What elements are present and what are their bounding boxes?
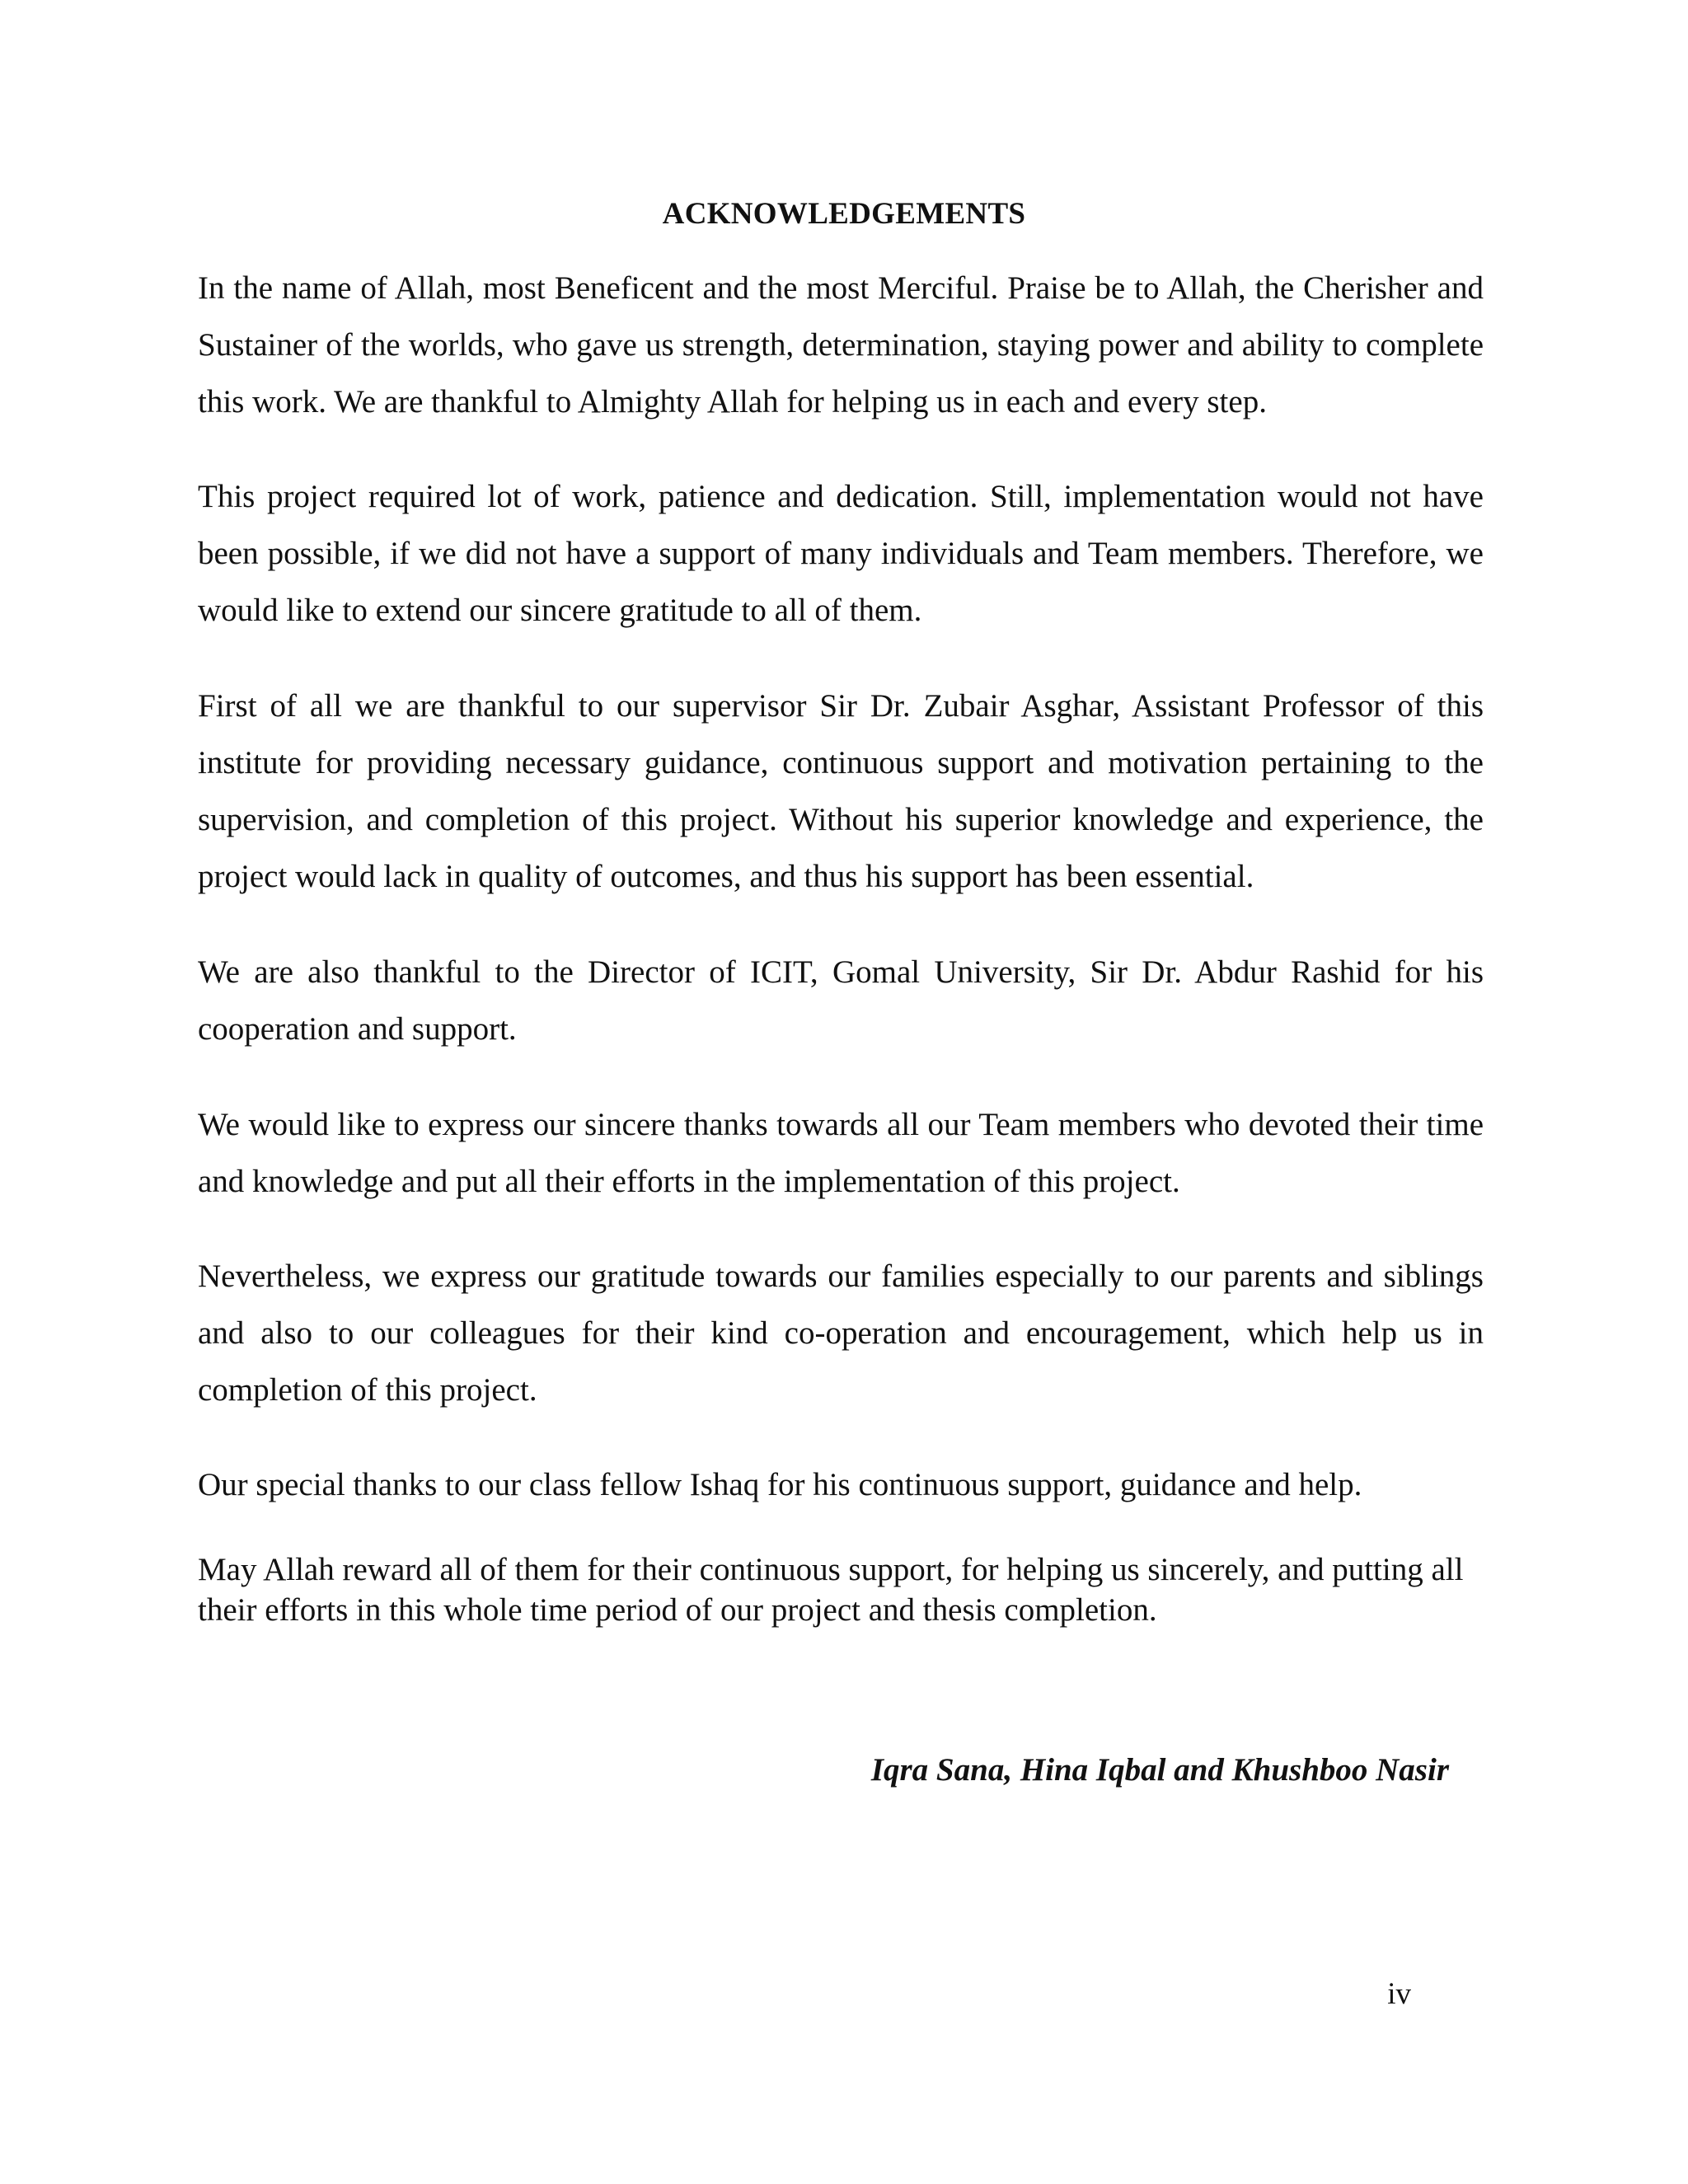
paragraph-closing: May Allah reward all of them for their continuous support, for helping us sincerely, and putting all their efforts in this whole time period of our project and thesis completion. — [198, 1552, 1464, 1628]
paragraph-director: We are also thankful to the Director of ICIT, Gomal University, Sir Dr. Abdur Rashid for his cooperation and support. — [198, 954, 1484, 1047]
paragraph-intro: In the name of Allah, most Beneficent and the most Merciful. Praise be to Allah, the Cherisher and Sustainer of the worlds, who gave us strength, determination, staying power and ability to complete this work. We are thankful to Almighty Allah for helping us in each and every step. — [198, 270, 1484, 419]
paragraph-project: This project required lot of work, patience and dedication. Still, implementation would not have been possible, if we did not have a support of many individuals and Team members. Therefore, we would like to extend our sincere gratitude to all of them. — [198, 479, 1484, 628]
page-title: ACKNOWLEDGEMENTS — [662, 197, 1026, 231]
paragraph-team: We would like to express our sincere thanks towards all our Team members who devoted their time and knowledge and put all their efforts in the implementation of this project. — [198, 1107, 1484, 1199]
page-number: iv — [1387, 1977, 1411, 2011]
signature: Iqra Sana, Hina Iqbal and Khushboo Nasir — [870, 1752, 1449, 1788]
paragraph-supervisor: First of all we are thankful to our supervisor Sir Dr. Zubair Asghar, Assistant Professor of this institute for providing necessary guidance, continuous support and motivation pertaining to the supervision, and completion of this project. Without his superior knowledge and experience, the project would lack in quality of outcomes, and thus his support has been essential. — [198, 688, 1484, 894]
paragraph-classfellow: Our special thanks to our class fellow Ishaq for his continuous support, guidance and help. — [198, 1467, 1362, 1502]
paragraph-families: Nevertheless, we express our gratitude towards our families especially to our parents and siblings and also to our colleagues for their kind co-operation and encouragement, which help us in completion of this project. — [198, 1258, 1484, 1408]
